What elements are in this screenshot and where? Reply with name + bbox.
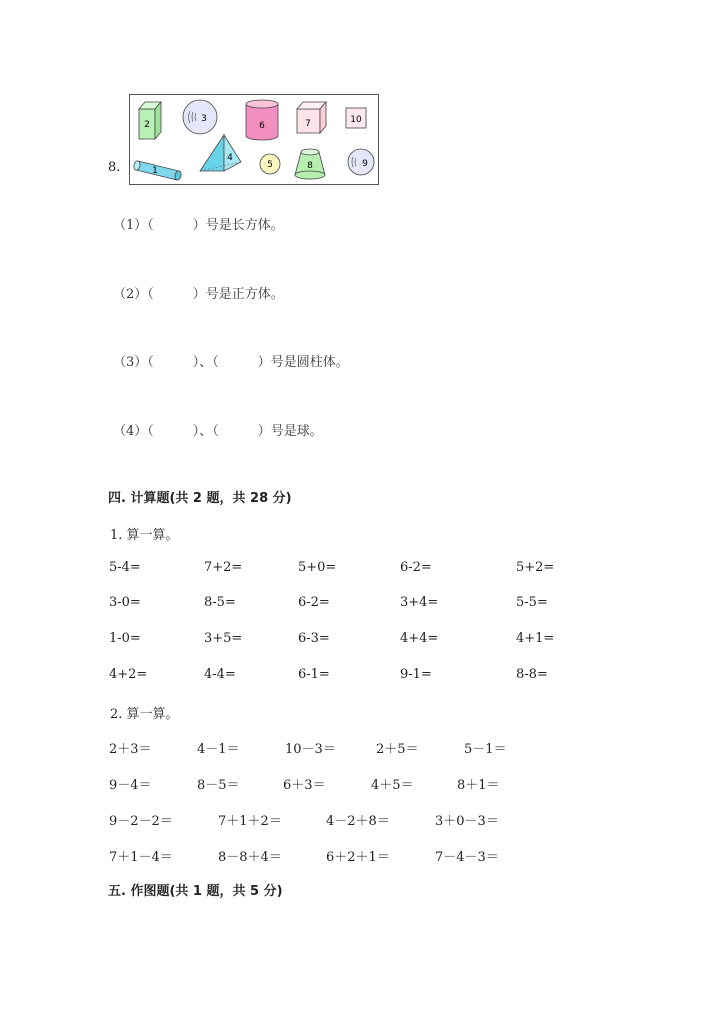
shape-1-cylinder [133, 160, 182, 181]
q2-equation: 7＋1－4＝ [109, 850, 173, 865]
question-8-part-4: （4）（ ）、（ ）号是球。 [113, 424, 323, 439]
q1-equation: 4-4= [204, 667, 236, 682]
shape-label-3: 3 [201, 114, 207, 124]
q1-equation: 3+5= [204, 631, 243, 646]
q2-equation: 5－1＝ [464, 742, 507, 757]
q2-equation: 8－5＝ [197, 778, 240, 793]
q1-equation: 5+0= [298, 560, 337, 575]
shape-9-sphere [348, 149, 374, 175]
shape-label-9: 9 [362, 159, 368, 169]
q1-equation: 6-2= [298, 595, 330, 610]
q1-equation: 4+1= [516, 631, 555, 646]
section-4-q2-title: 2. 算一算。 [110, 707, 179, 722]
shape-label-1: 1 [152, 166, 158, 176]
q2-equation: 2＋5＝ [376, 742, 419, 757]
q2-equation: 6＋3＝ [283, 778, 326, 793]
q1-equation: 7+2= [204, 560, 243, 575]
q1-equation: 5-5= [516, 595, 548, 610]
shapes-figure [129, 94, 379, 185]
shape-6-cylinder [246, 100, 278, 140]
q2-equation: 9－2－2＝ [109, 814, 173, 829]
q2-equation: 7－4－3＝ [435, 850, 499, 865]
q2-equation: 3＋0－3＝ [435, 814, 499, 829]
q1-equation: 3-0= [109, 595, 141, 610]
shape-2-cuboid [139, 102, 161, 139]
section-4-q1-title: 1. 算一算。 [110, 528, 179, 543]
q2-equation: 6＋2＋1＝ [326, 850, 390, 865]
shape-label-6: 6 [259, 121, 265, 131]
q1-equation: 5-4= [109, 560, 141, 575]
q2-equation: 4－2＋8＝ [326, 814, 390, 829]
shape-label-8: 8 [307, 161, 313, 171]
shape-5-sphere [260, 154, 280, 174]
shape-label-7: 7 [305, 119, 311, 129]
q1-equation: 9-1= [400, 667, 432, 682]
q1-equation: 1-0= [109, 631, 141, 646]
q2-equation: 8－8＋4＝ [218, 850, 282, 865]
q1-equation: 4+4= [400, 631, 439, 646]
q2-equation: 4＋5＝ [371, 778, 414, 793]
shape-label-2: 2 [144, 120, 150, 130]
shape-label-4: 4 [227, 153, 233, 163]
shape-label-5: 5 [267, 160, 273, 170]
q1-equation: 8-5= [204, 595, 236, 610]
q2-equation: 4－1＝ [197, 742, 240, 757]
q1-equation: 6-3= [298, 631, 330, 646]
shape-3-sphere [183, 100, 217, 134]
q1-equation: 8-8= [516, 667, 548, 682]
q2-equation: 8＋1＝ [457, 778, 500, 793]
section-4-title: 四. 计算题(共 2 题，共 28 分) [108, 491, 292, 506]
q1-equation: 5+2= [516, 560, 555, 575]
shape-7-cube [297, 102, 326, 133]
shape-8-frustum [295, 149, 325, 179]
q1-equation: 4+2= [109, 667, 148, 682]
q1-equation: 6-2= [400, 560, 432, 575]
q2-equation: 2＋3＝ [109, 742, 152, 757]
section-5-title: 五. 作图题(共 1 题，共 5 分) [108, 884, 283, 899]
question-8-part-1: （1）（ ）号是长方体。 [113, 218, 284, 233]
shape-4-pyramid [200, 135, 241, 171]
question-8-number: 8. [108, 160, 121, 175]
shape-label-10: 10 [350, 115, 362, 125]
q1-equation: 6-1= [298, 667, 330, 682]
q2-equation: 9－4＝ [109, 778, 152, 793]
question-8-part-2: （2）（ ）号是正方体。 [113, 287, 284, 302]
question-8-part-3: （3）（ ）、（ ）号是圆柱体。 [113, 355, 349, 370]
q1-equation: 3+4= [400, 595, 439, 610]
q2-equation: 7＋1＋2＝ [218, 814, 282, 829]
q2-equation: 10－3＝ [285, 742, 336, 757]
shape-10-cube [346, 108, 366, 128]
